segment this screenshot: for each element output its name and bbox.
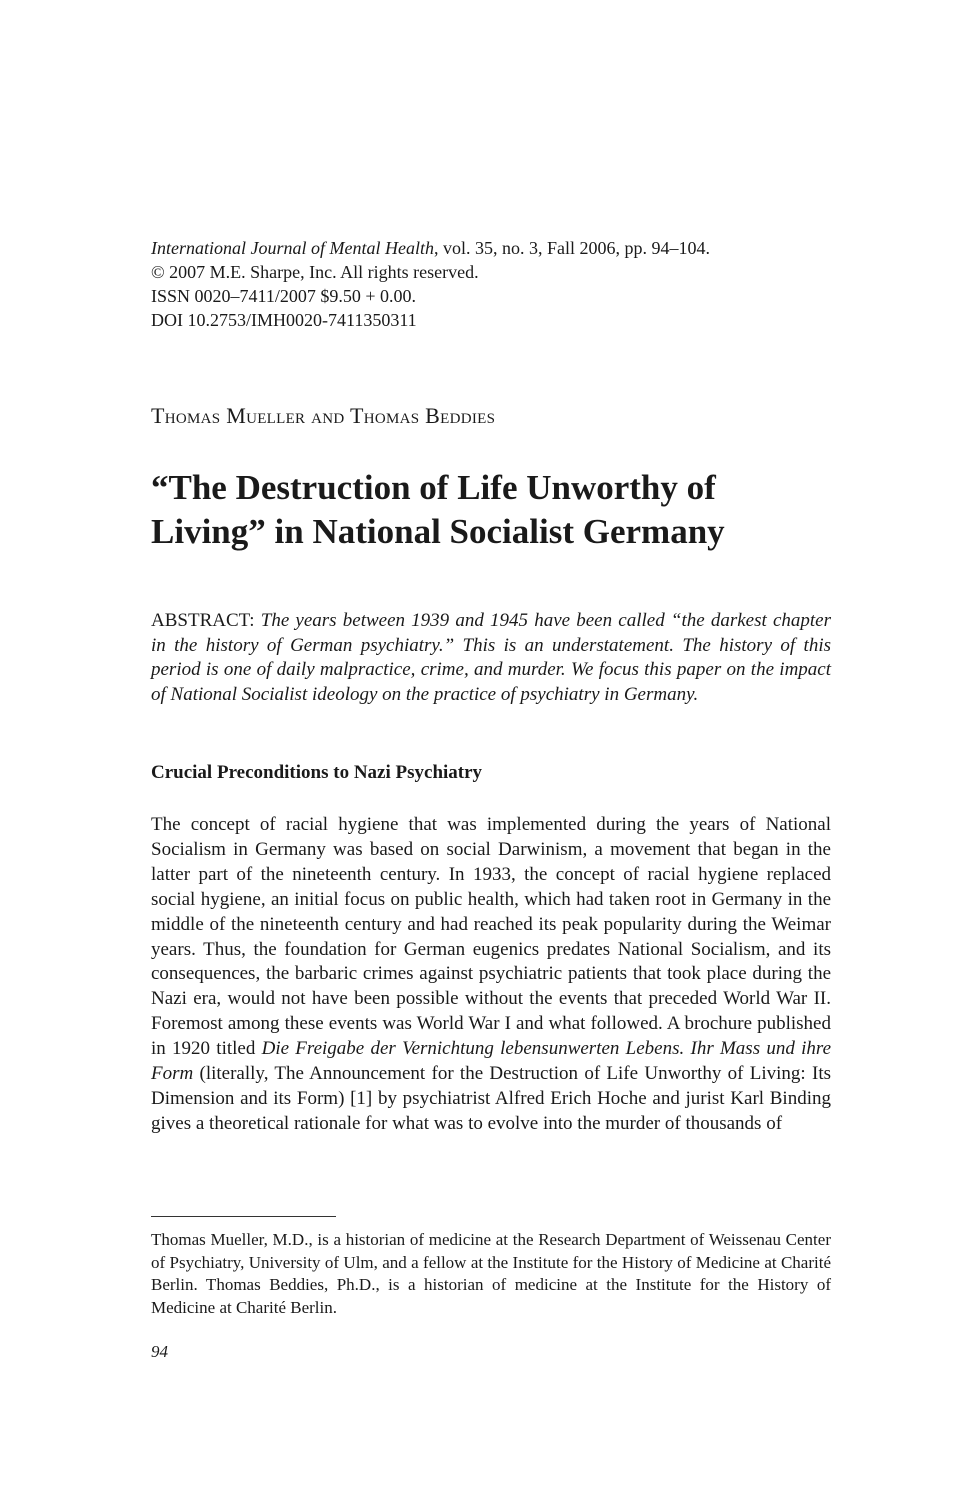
issn-line: ISSN 0020–7411/2007 $9.50 + 0.00. [151,286,416,306]
body-text-part-2: (literally, The Announcement for the Destruction of Life Unworthy of Living: Its Dimension and its Form) [1] by psychiatrist Alfred Erich Hoche and jurist Karl Binding gives a theoretical rationale for what was to evolve into the murder of thousands of [151,1063,831,1134]
citation-details: , vol. 35, no. 3, Fall 2006, pp. 94–104. [433,238,710,258]
journal-citation [151,236,710,260]
doi-line: DOI 10.2753/IMH0020-7411350311 [151,310,417,330]
section-heading: Crucial Preconditions to Nazi Psychiatry [151,762,483,783]
abstract [151,609,831,707]
title-line-2: Living” in National Socialist Germany [151,512,725,551]
article-authors: Thomas Mueller and Thomas Beddies [151,403,496,428]
author-footnote: Thomas Mueller, M.D., is a historian of medicine at the Research Department of Weissenau Center of Psychiatry, University of Ulm, and a fellow at the Institute for the History of Medicine at Charité Berlin. Thomas Beddies, Ph.D., is a historian of medicine at the Institute for the History of Medicine at Charité Berlin. [151,1230,831,1317]
abstract-label: ABSTRACT: [151,610,261,631]
body-paragraph [151,813,831,1137]
copyright-line: © 2007 M.E. Sharpe, Inc. All rights reserved. [151,262,479,282]
body-text-part-1: The concept of racial hygiene that was implemented during the years of National Socialism in Germany was based on social Darwinism, a movement that began in the latter part of the nineteenth century. In 1933, the concept of racial hygiene replaced social hygiene, an initial focus on public health, which had taken root in Germany in the middle of the nineteenth century and had reached its peak popularity during the Weimar years. Thus, the foundation for German eugenics predates National Socialism, and its consequences, the barbaric crimes against psychiatric patients that took place during the Nazi era, would not have been possible without the events that preceded World War II. Foremost among these events was World War I and what followed. A brochure published in 1920 titled [151,814,831,1060]
journal-info [151,236,710,332]
page-number: 94 [151,1342,168,1361]
journal-name: International Journal of Mental Health [151,238,434,258]
brochure-title: Die Freigabe der Vernichtung lebensunwerten Lebens. Ihr Mass und ihre Form [151,1038,832,1085]
title-line-1: “The Destruction of Life Unworthy of [151,468,716,507]
article-title [151,466,831,554]
footnote-divider [151,1216,336,1217]
article-page [151,0,831,1503]
abstract-text: The years between 1939 and 1945 have been called “the darkest chapter in the history of German psychiatry.” This is an understatement. The history of this period is one of daily malpractice, crime, and murder. We focus this paper on the impact of National Socialist ideology on the practice of psychiatry in Germany. [151,610,831,705]
